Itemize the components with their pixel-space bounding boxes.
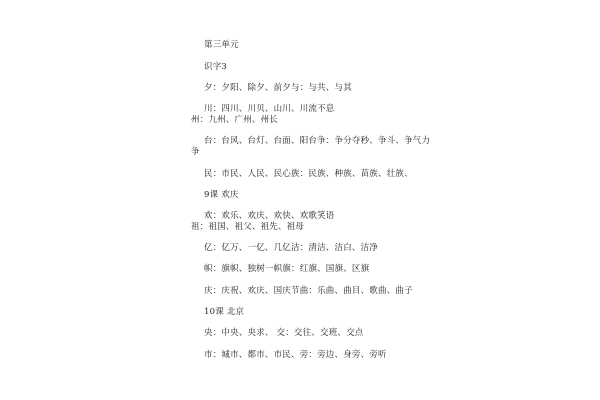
vocab-line: 民：市民、人民、民心族：民族、种族、苗族、壮族、 [204, 169, 413, 179]
vocab-line-continuation: 争 [191, 147, 200, 157]
unit-title: 第三单元 [204, 40, 239, 50]
lesson-heading: 10课 北京 [204, 307, 245, 317]
vocab-line: 州：九州、广州、州长 [191, 115, 279, 125]
vocab-line: 庆：庆祝、欢庆、国庆节曲：乐曲、曲目、歌曲、曲子 [204, 286, 413, 296]
vocab-line: 央：中央、央求、 交：交往、交班、交点 [204, 328, 364, 338]
vocab-line: 市：城市、都市、市民、旁：旁边、身旁、旁听 [204, 350, 387, 360]
lesson-heading: 9课 欢庆 [204, 190, 239, 200]
vocab-line: 帜：旗帜、独树一帜旗：红旗、国旗、区旗 [204, 264, 370, 274]
vocab-line: 欢：欢乐、欢庆、欢快、欢歌笑语 [204, 211, 335, 221]
vocab-line: 夕：夕阳、除夕、前夕与：与共、与其 [204, 83, 352, 93]
vocab-line: 台：台风、台灯、台面、阳台争：争分夺秒、争斗、争气力 [204, 136, 431, 146]
vocab-line: 亿：亿万、一亿、几亿洁：清洁、洁白、洁净 [204, 243, 379, 253]
vocab-line: 川：四川、川贝、山川、川流不息 [204, 104, 335, 114]
vocab-line: 祖：祖国、祖父、祖先、祖母 [191, 222, 305, 232]
section-literacy: 识字3 [204, 62, 228, 72]
